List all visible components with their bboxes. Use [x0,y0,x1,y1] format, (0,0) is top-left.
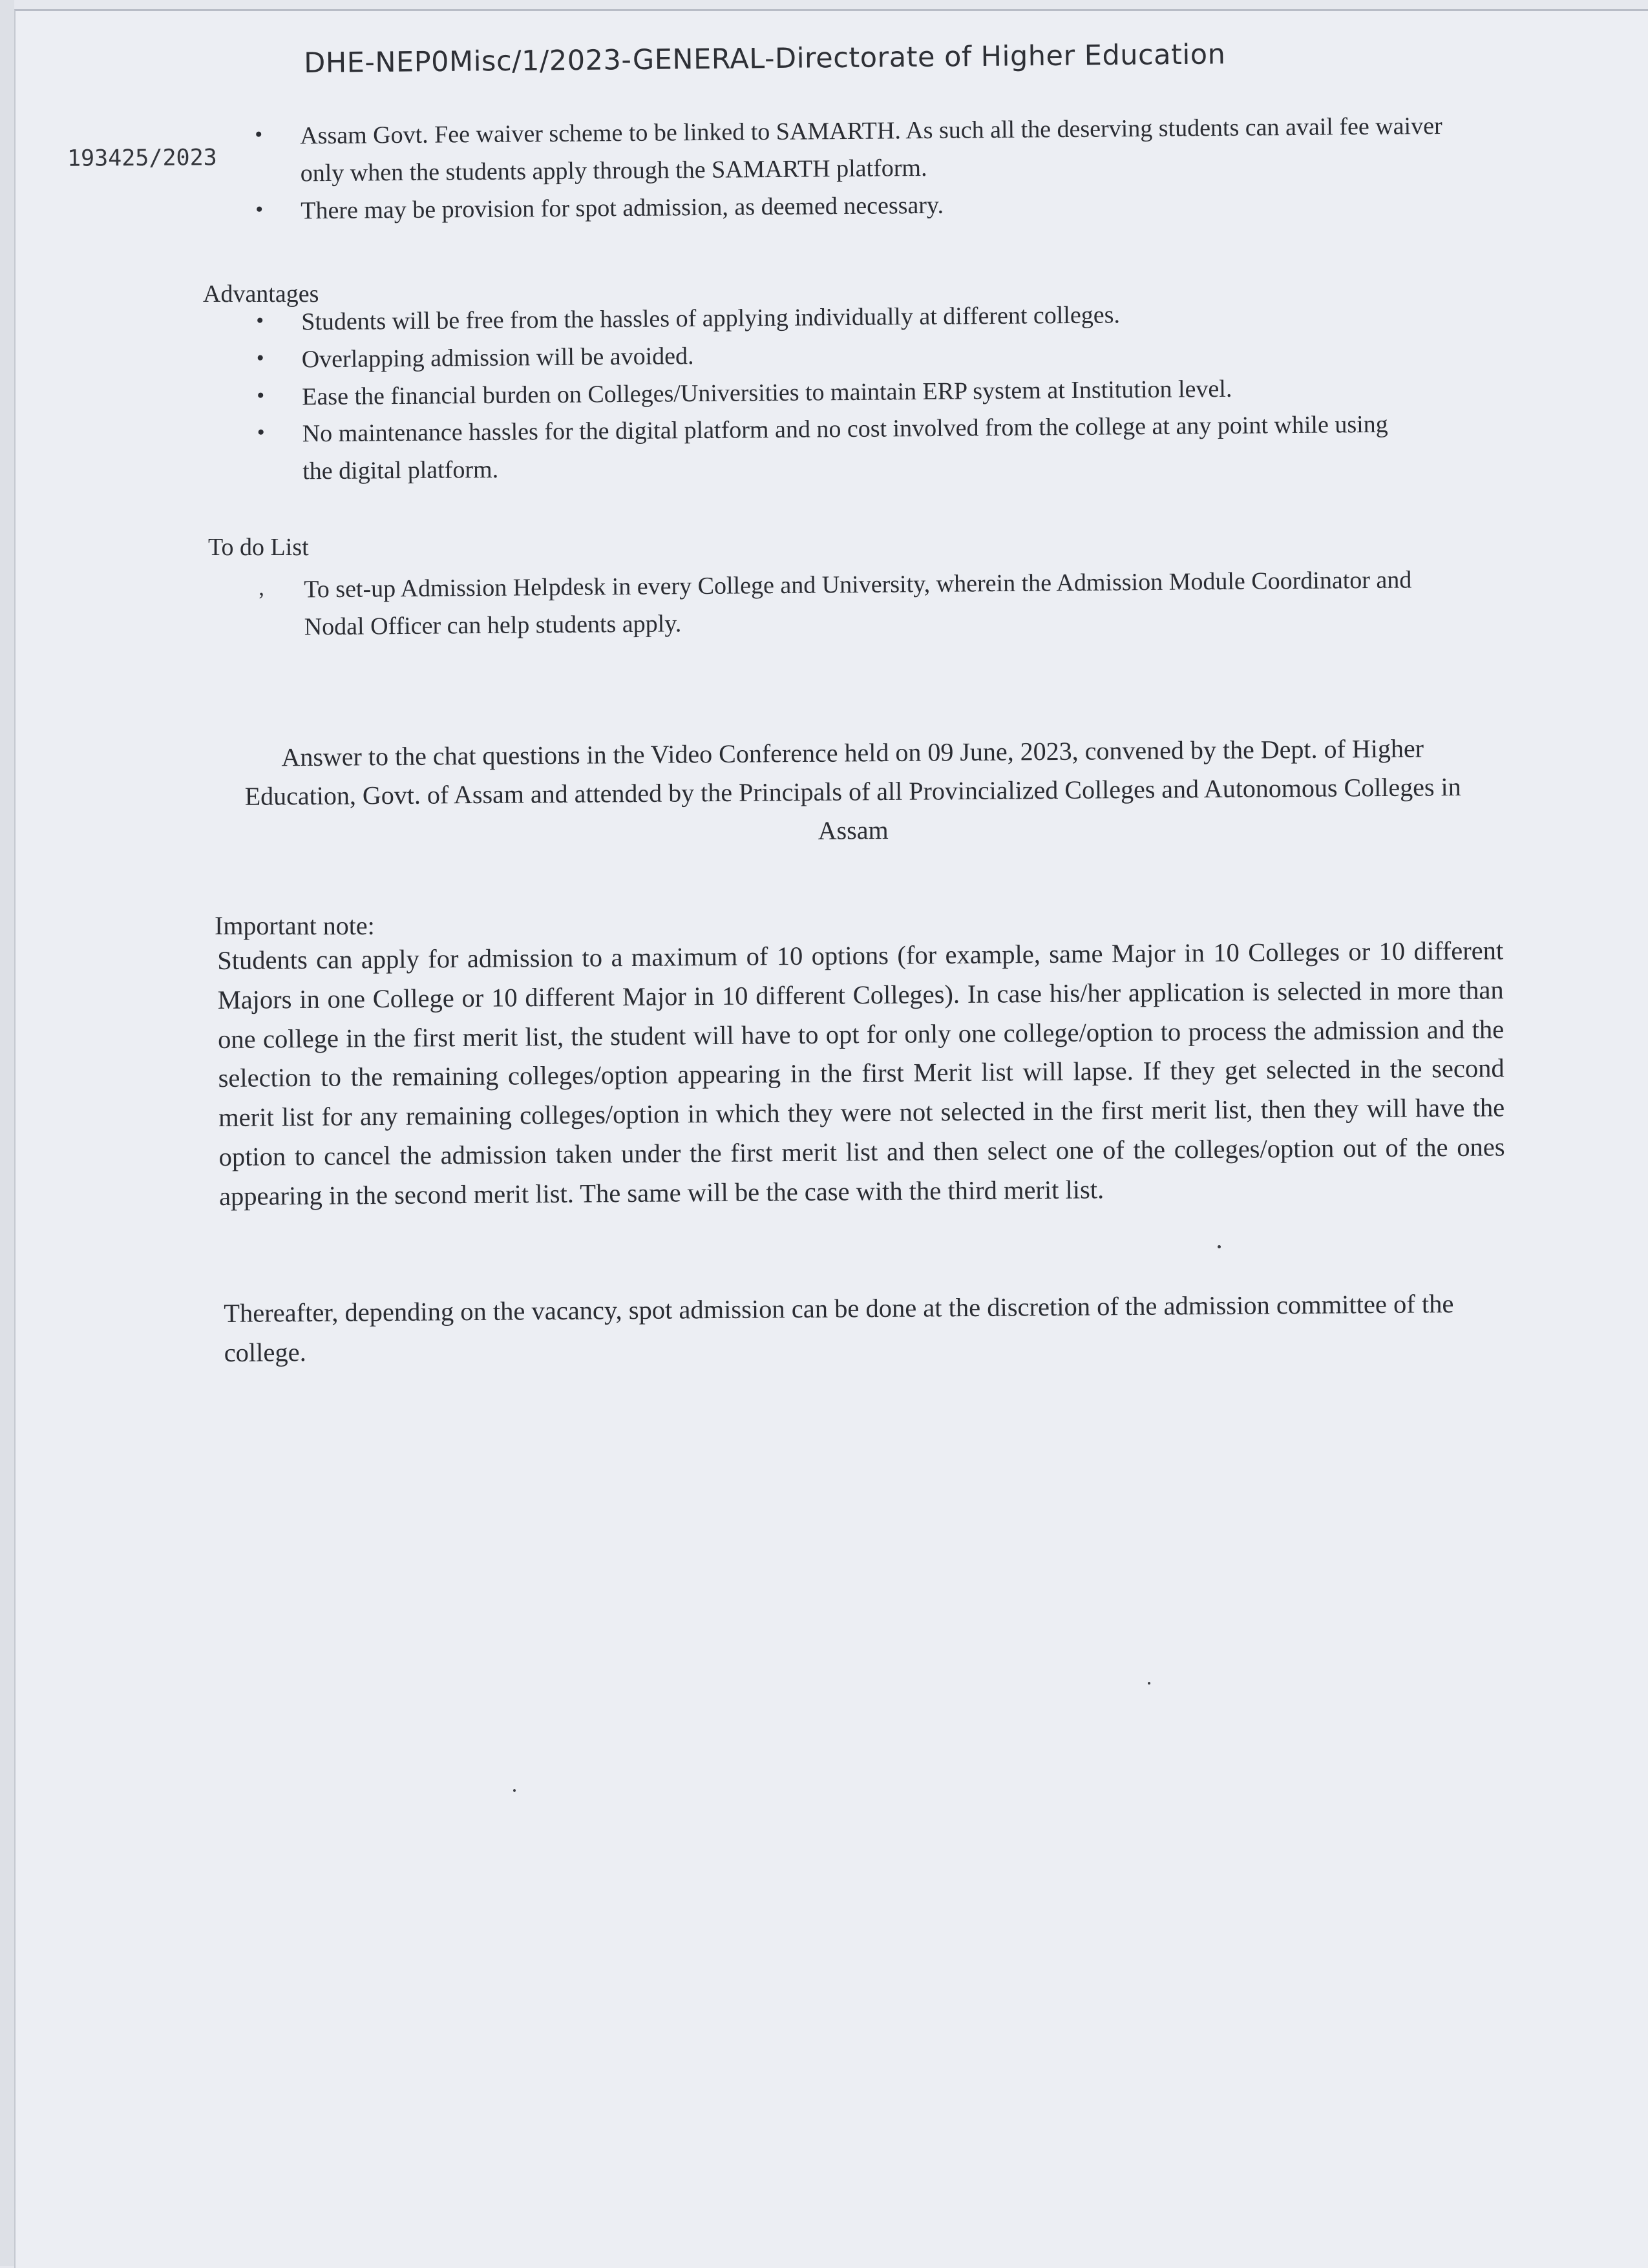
closing-paragraph: Thereafter, depending on the vacancy, spot admission can be done at the discretion of the admission committee of the college. [224,1289,1454,1367]
bullet-icon: , [259,576,264,600]
todo-list [259,562,1461,647]
todo-section [259,562,1461,647]
document-page [14,9,1648,2268]
answer-title: Answer to the chat questions in the Video Conference held on 09 June, 2023, convened by the Dept. of Higher Education, Govt. of Assam and attended by the Principals of all Provincialized Colleges and Autonomous Colleges in Assam [244,733,1461,845]
advantages-heading: Advantages [203,280,319,308]
bullet-icon: • [255,197,264,222]
bullet-icon: • [256,308,264,333]
intro-bullet-text: Assam Govt. Fee waiver scheme to be linked to SAMARTH. As such all the deserving students can avail fee waiver only when the students apply through the SAMARTH platform. [300,112,1442,187]
advantage-text: Overlapping admission will be avoided. [301,342,694,373]
reference-number: 193425/2023 [67,145,217,172]
advantages-list [256,294,1421,490]
important-note-body: Students can apply for admission to a maximum of 10 options (for example, same Major in 10 Colleges or 10 different Majors in one College or 10 different Major in 10 different Colleges). In case his/her application is selected in more than one college in the first merit list, the student will have to opt for only one college/option to process the admission and the selection to the remaining colleges/option appearing in the first Merit list will lapse. If they get selected in the second merit list for any remaining colleges/option in which they were not selected in the first merit list, then they will have the option to cancel the admission taken under the first merit list and then select one of the colleges/option out of the ones appearing in the second merit list. The same will be the case with the third merit list. [217,936,1505,1211]
important-note-label: Important note: [215,911,375,940]
scan-speck [1148,1682,1150,1685]
scan-speck [513,1789,516,1792]
document-header: DHE-NEP0Misc/1/2023-GENERAL-Directorate of Higher Education [304,38,1226,79]
intro-bullet-list [255,107,1483,230]
advantage-text: Ease the financial burden on Colleges/Universities to maintain ERP system at Institution level. [302,375,1232,410]
bullet-icon: • [257,421,265,445]
list-item [255,107,1483,193]
todo-text: To set-up Admission Helpdesk in every College and University, wherein the Admission Module Coordinator and Nodal Officer can help students apply. [304,566,1412,641]
bullet-icon: • [256,346,264,370]
list-item [259,562,1461,647]
scan-speck [1218,1245,1221,1248]
advantage-text: Students will be free from the hassles of applying individually at different colleges. [301,301,1121,336]
advantage-text: No maintenance hassles for the digital platform and no cost involved from the college at any point while using the digital platform. [302,410,1388,485]
todo-heading: To do List [208,534,309,561]
advantages-section [256,294,1421,490]
bullet-icon: • [255,122,263,147]
intro-bullet-text: There may be provision for spot admission, as deemed necessary. [301,191,944,224]
bullet-icon: • [257,383,265,408]
list-item [257,406,1421,491]
intro-section [255,107,1483,230]
scan-edge [0,0,14,2266]
